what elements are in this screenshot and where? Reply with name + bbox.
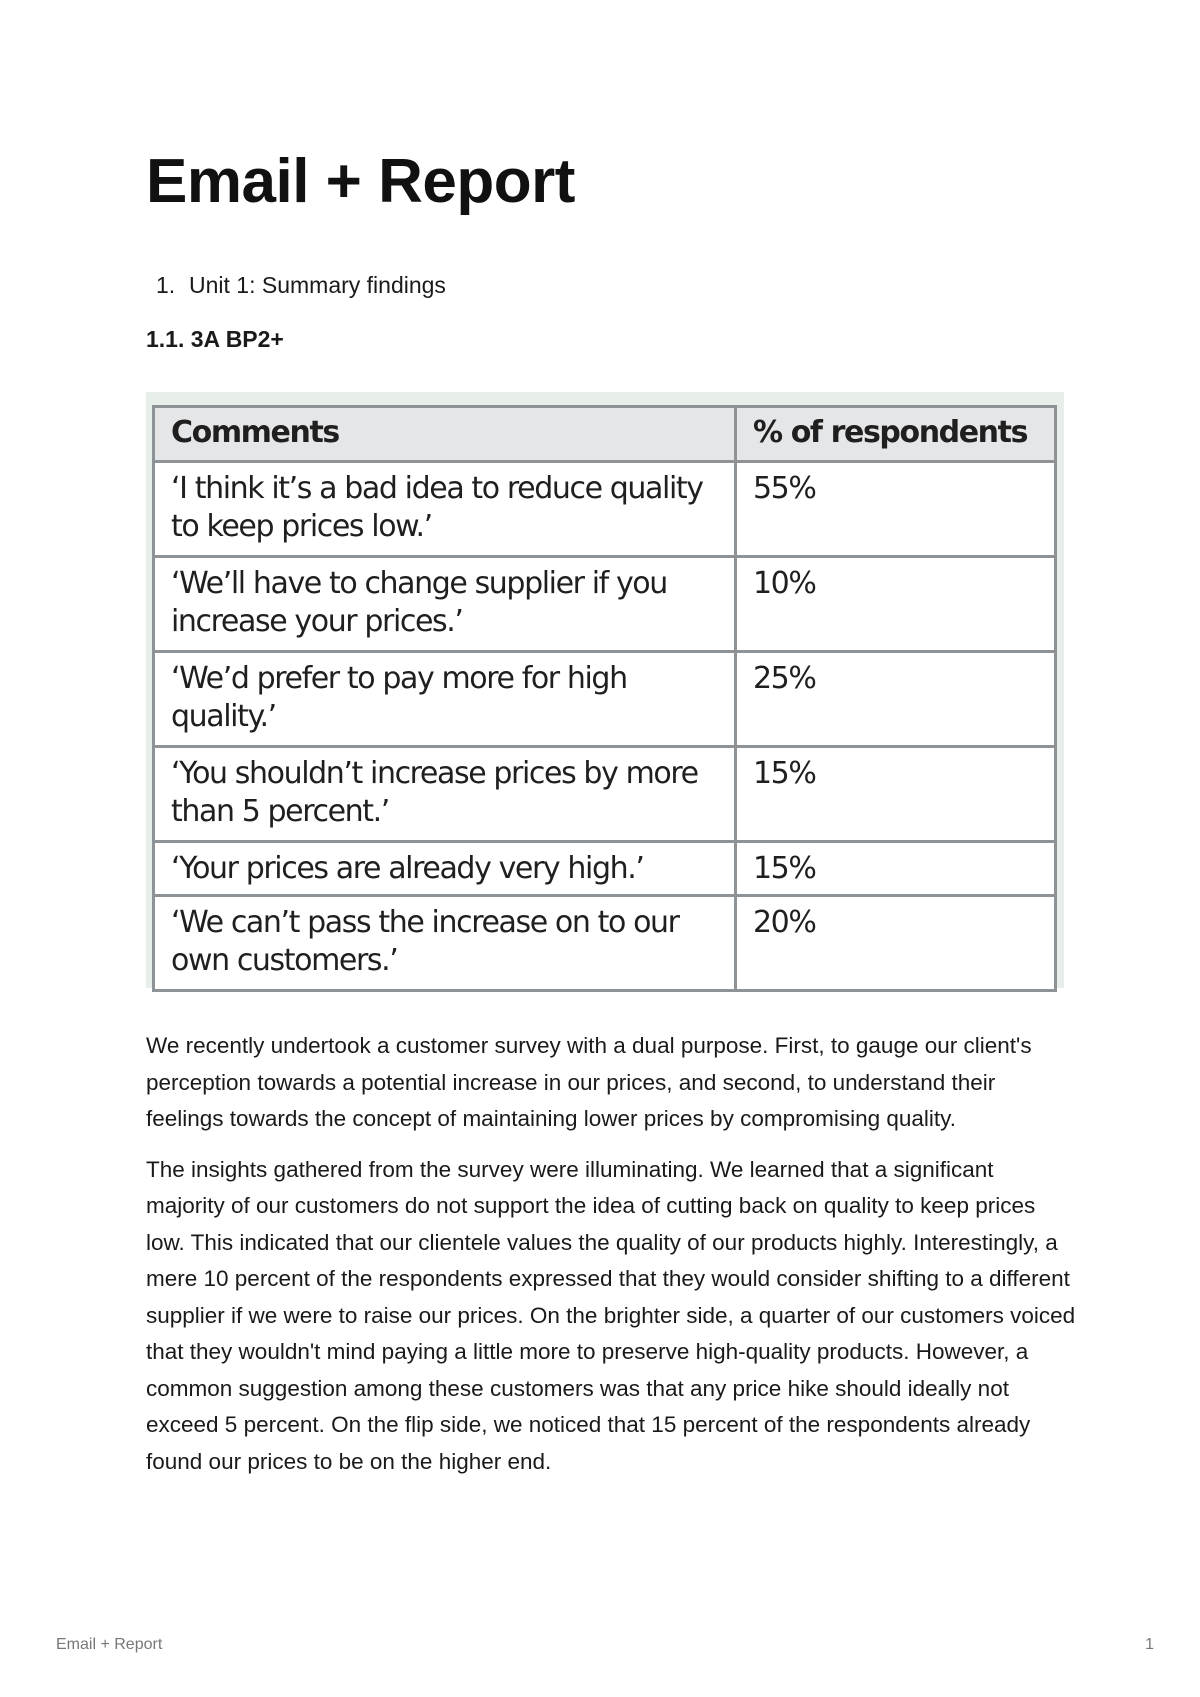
page-title: Email + Report xyxy=(146,147,575,216)
survey-table-image xyxy=(146,392,1064,988)
percent-cell: 10% xyxy=(736,557,1056,652)
percent-cell: 20% xyxy=(736,896,1056,991)
list-number: 1. xyxy=(156,272,176,298)
page-number: 1 xyxy=(1145,1636,1154,1653)
table-row xyxy=(154,652,1056,747)
column-header-comments: Comments xyxy=(154,407,736,462)
table-row xyxy=(154,747,1056,842)
survey-table xyxy=(152,405,1057,992)
table-row xyxy=(154,462,1056,557)
comment-cell: ‘You shouldn’t increase prices by more than 5 percent.’ xyxy=(154,747,736,842)
table-row xyxy=(154,842,1056,896)
footer-title: Email + Report xyxy=(56,1636,163,1653)
comment-cell: ‘We’d prefer to pay more for high quality.’ xyxy=(154,652,736,747)
table-row xyxy=(154,896,1056,991)
paragraph: We recently undertook a customer survey with a dual purpose. First, to gauge our client's perception towards a potential increase in our prices, and second, to understand their feelings towards the concept of maintaining lower prices by compromising quality. xyxy=(146,1033,1032,1131)
paragraph: The insights gathered from the survey were illuminating. We learned that a significant majority of our customers do not support the idea of cutting back on quality to keep prices low. This indicated that our clientele values the quality of our products highly. Interestingly, a mere 10 percent of the respondents expressed that they would consider shifting to a different supplier if we were to raise our prices. On the brighter side, a quarter of our customers voiced that they wouldn't mind paying a little more to preserve high-quality products. However, a common suggestion among these customers was that any price hike should ideally not exceed 5 percent. On the flip side, we noticed that 15 percent of the respondents already found our prices to be on the higher end. xyxy=(146,1156,1076,1474)
table-header-row xyxy=(154,407,1056,462)
column-header-percent: % of respondents xyxy=(736,407,1056,462)
body-text xyxy=(146,1028,1076,1494)
percent-cell: 55% xyxy=(736,462,1056,557)
comment-cell: ‘Your prices are already very high.’ xyxy=(154,842,736,896)
percent-cell: 25% xyxy=(736,652,1056,747)
list-item-text: Unit 1: Summary findings xyxy=(189,272,446,298)
comment-cell: ‘We’ll have to change supplier if you increase your prices.’ xyxy=(154,557,736,652)
numbered-list-item xyxy=(156,272,446,299)
percent-cell: 15% xyxy=(736,842,1056,896)
section-subheading: 1.1. 3A BP2+ xyxy=(146,326,284,352)
table-row xyxy=(154,557,1056,652)
comment-cell: ‘I think it’s a bad idea to reduce quality to keep prices low.’ xyxy=(154,462,736,557)
percent-cell: 15% xyxy=(736,747,1056,842)
comment-cell: ‘We can’t pass the increase on to our own customers.’ xyxy=(154,896,736,991)
